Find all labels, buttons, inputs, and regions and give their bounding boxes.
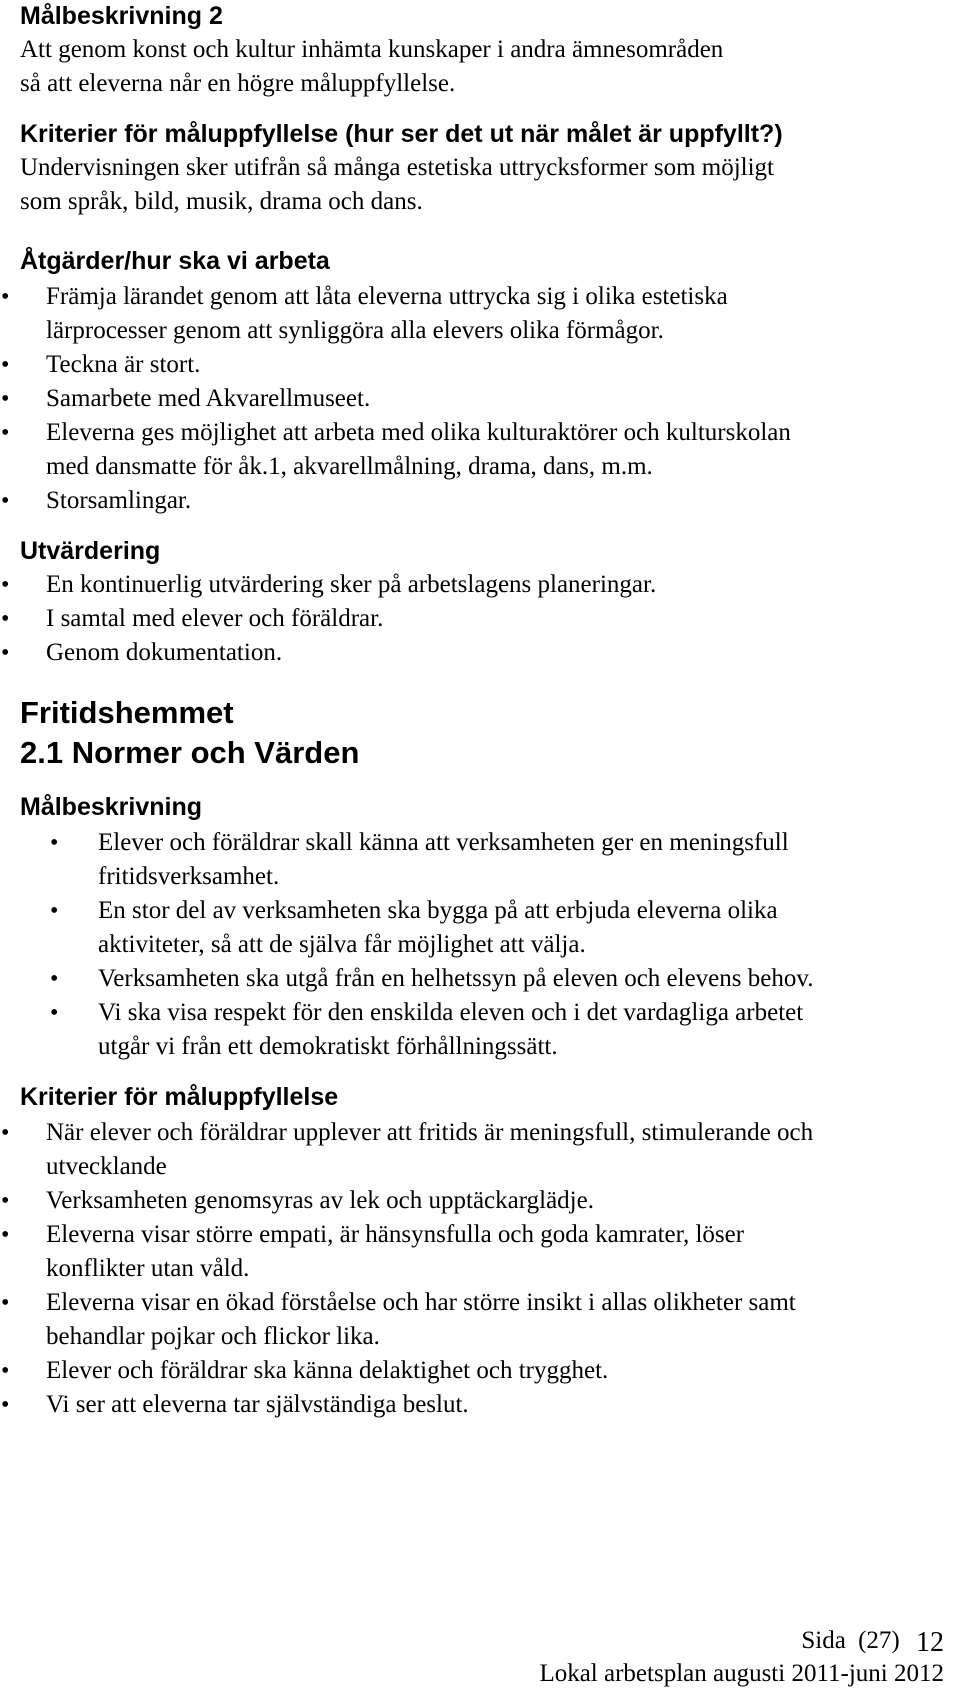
page-ref: (27): [858, 1627, 900, 1654]
list-item: • En kontinuerlig utvärdering sker på arbetslagens planeringar.: [20, 568, 656, 602]
list-item: • Främja lärandet genom att låta eleverna uttrycka sig i olika estetiska lärprocesser genom att synliggöra alla elevers olika förmågor.: [20, 280, 791, 348]
list-item: • Elever och föräldrar ska känna delaktighet och trygghet.: [20, 1354, 813, 1388]
section-heading: Utvärdering: [20, 537, 161, 565]
body-line: som språk, bild, musik, drama och dans.: [20, 188, 423, 215]
list-item: • Verksamheten genomsyras av lek och upptäckarglädje.: [20, 1184, 813, 1218]
list-item: • Elever och föräldrar skall känna att verksamheten ger en meningsfull fritidsverksamhet.: [72, 826, 813, 894]
chapter-title: Fritidshemmet: [20, 695, 234, 730]
list-item: • I samtal med elever och föräldrar.: [20, 602, 656, 636]
list-item: • När elever och föräldrar upplever att fritids är meningsfull, stimulerande och utvecklande: [20, 1116, 813, 1184]
section-malbeskrivning-2: [20, 0, 723, 101]
section-malbeskrivning: [20, 790, 202, 824]
section-heading: Målbeskrivning 2: [20, 2, 223, 30]
section-utvardering: [20, 534, 160, 568]
section-heading: Kriterier för måluppfyllelse (hur ser det ut när målet är uppfyllt?): [20, 120, 783, 148]
list-item: • Eleverna ges möjlighet att arbeta med olika kulturaktörer och kulturskolan med dansmatte för åk.1, akvarellmålning, drama, dans, m.m.: [20, 416, 791, 484]
page-label: Sida: [801, 1627, 846, 1654]
list-item: • Eleverna visar större empati, är hänsynsfulla och goda kamrater, löser konflikter utan våld.: [20, 1218, 813, 1286]
section-kriterier-2: [20, 1080, 338, 1114]
list-item: • Vi ska visa respekt för den enskilda eleven och i det vardagliga arbetet utgår vi från ett demokratiskt förhållningssätt.: [72, 996, 813, 1064]
body-line: Undervisningen sker utifrån så många estetiska uttrycksformer som möjligt: [20, 154, 774, 181]
list-item: • Teckna är stort.: [20, 348, 791, 382]
list-item: • Verksamheten ska utgå från en helhetssyn på eleven och elevens behov.: [72, 962, 813, 996]
list-item: • Vi ser att eleverna tar självständiga beslut.: [20, 1388, 813, 1422]
body-line: Att genom konst och kultur inhämta kunskaper i andra ämnesområden: [20, 36, 724, 63]
section-heading: Målbeskrivning: [20, 793, 202, 821]
section-heading: Kriterier för måluppfyllelse: [20, 1083, 339, 1111]
section-kriterier-1: [20, 117, 783, 219]
section-atgarder: [20, 244, 330, 280]
kriterier-list: [20, 1116, 813, 1422]
list-item: • Genom dokumentation.: [20, 636, 656, 670]
section-heading: Åtgärder/hur ska vi arbeta: [20, 247, 330, 275]
list-item: • Samarbete med Akvarellmuseet.: [20, 382, 791, 416]
list-item: • Eleverna visar en ökad förståelse och har större insikt i allas olikheter samt behandlar pojkar och flickor lika.: [20, 1286, 813, 1354]
list-item: • En stor del av verksamheten ska bygga på att erbjuda eleverna olika aktiviteter, så att de själva får möjlighet att välja.: [72, 894, 813, 962]
body-line: så att eleverna når en högre måluppfyllelse.: [20, 70, 456, 97]
page-number: 12: [916, 1627, 944, 1658]
list-item: • Storsamlingar.: [20, 484, 791, 518]
malbeskrivning-list: [72, 826, 813, 1064]
utvardering-list: [20, 568, 656, 670]
atgarder-list: [20, 280, 791, 518]
section-fritidshemmet: [20, 693, 359, 773]
plan-footer: Lokal arbetsplan augusti 2011-juni 2012: [539, 1660, 944, 1687]
chapter-subtitle: 2.1 Normer och Värden: [20, 735, 360, 770]
page-number-footer: [801, 1625, 944, 1656]
